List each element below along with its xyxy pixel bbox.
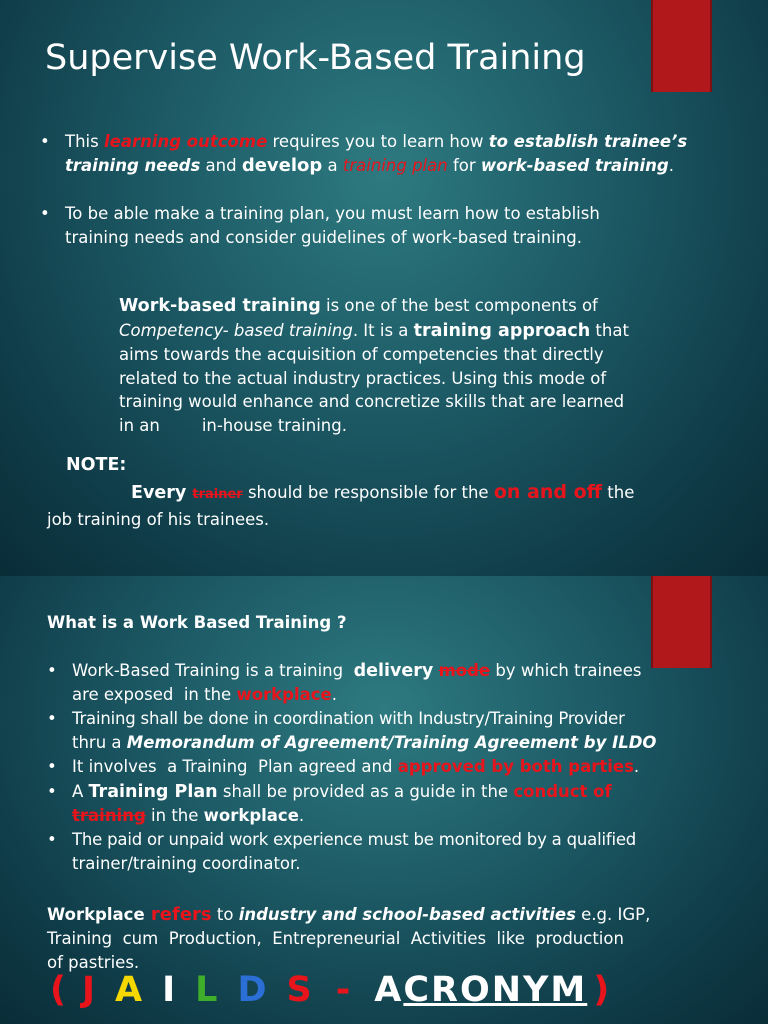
text: Work-Based Training is a training bbox=[72, 661, 354, 680]
text: . bbox=[298, 806, 305, 825]
text: of pastries. bbox=[47, 953, 140, 972]
highlight-learning-outcome: learning outcome bbox=[103, 132, 268, 151]
note-text bbox=[47, 480, 727, 532]
acronym-dash: - bbox=[335, 970, 353, 1010]
highlight-approved: approved by both parties bbox=[397, 757, 634, 776]
text: aims towards the acquisition of competencies that directly bbox=[119, 345, 604, 364]
text: are exposed in the bbox=[72, 685, 237, 704]
bullet-dot: • bbox=[40, 204, 50, 223]
text: workplace bbox=[203, 806, 299, 825]
text: by which trainees bbox=[490, 661, 642, 680]
text: The paid or unpaid work experience must be monitored by a qualified bbox=[72, 830, 637, 849]
text: related to the actual industry practices. Using this mode of bbox=[119, 368, 607, 388]
acronym-close-paren: ) bbox=[593, 970, 612, 1010]
text: should be responsible for the bbox=[242, 483, 494, 502]
text: delivery bbox=[353, 661, 434, 681]
text: training approach bbox=[413, 320, 591, 341]
text: is one of the best components of bbox=[320, 296, 598, 315]
text: in an in-house training. bbox=[119, 415, 347, 435]
bullet-dot: • bbox=[47, 782, 57, 801]
highlight-mode: mode bbox=[438, 661, 491, 680]
text: . bbox=[633, 757, 640, 776]
slide-2 bbox=[0, 576, 768, 1024]
text: . bbox=[668, 156, 674, 175]
text: It involves a Training Plan agreed and bbox=[72, 757, 398, 776]
text: Training cum Production, Entrepreneurial Activities like production bbox=[47, 929, 624, 948]
text: shall be provided as a guide in the bbox=[217, 782, 514, 801]
highlight-training: training bbox=[72, 806, 146, 825]
text: Competency- based training bbox=[119, 320, 353, 340]
text: To be able make a training plan, you must learn how to establish bbox=[65, 204, 600, 223]
workplace-definition bbox=[47, 903, 707, 975]
text: thru a bbox=[72, 733, 127, 752]
text: Workplace bbox=[47, 905, 145, 924]
highlight-refers: refers bbox=[144, 904, 212, 925]
text: This bbox=[65, 132, 104, 151]
text: industry and school-based activities bbox=[238, 905, 576, 924]
text: and bbox=[200, 156, 242, 175]
text: a bbox=[322, 156, 343, 175]
text: training needs and consider guidelines of work-based training. bbox=[65, 228, 582, 247]
text: A bbox=[72, 782, 89, 801]
highlight-on-and-off: on and off bbox=[493, 481, 603, 503]
text: Training shall be done in coordination with Industry/Training Provider bbox=[72, 709, 625, 728]
text: to establish trainee’s bbox=[488, 132, 688, 151]
highlight-conduct-of: conduct of bbox=[513, 782, 612, 801]
slide-title: Supervise Work-Based Training bbox=[45, 38, 586, 78]
text: . bbox=[331, 685, 337, 704]
acronym-letter-i: I bbox=[162, 970, 178, 1010]
text: Every bbox=[131, 483, 193, 503]
acronym-letter-l: L bbox=[195, 970, 220, 1010]
acronym-word-rest: CRONYM bbox=[403, 970, 588, 1010]
text: develop bbox=[241, 155, 323, 176]
acronym-word-a: A bbox=[374, 970, 404, 1010]
text: in the bbox=[145, 806, 204, 825]
slide-2-red-tab bbox=[651, 576, 712, 668]
highlight-workplace: workplace bbox=[236, 685, 332, 704]
jaids-acronym bbox=[50, 970, 611, 1010]
acronym-letter-s: S bbox=[286, 970, 314, 1010]
acronym-letter-a: A bbox=[115, 970, 145, 1010]
text: training would enhance and concretize skills that are learned bbox=[119, 392, 625, 411]
text: that bbox=[590, 320, 629, 340]
text: job training of his trainees. bbox=[47, 510, 270, 529]
bullet-dot: • bbox=[47, 830, 57, 849]
text: Work-based training bbox=[119, 296, 321, 316]
section-heading: What is a Work Based Training ? bbox=[47, 613, 347, 632]
acronym-letter-j: J bbox=[82, 970, 98, 1010]
text: for bbox=[447, 156, 481, 175]
work-based-training-definition bbox=[119, 294, 719, 437]
text: e.g. IGP, bbox=[575, 905, 651, 924]
text: work-based training bbox=[480, 156, 669, 175]
bullet-dot: • bbox=[47, 757, 57, 776]
highlight-trainer: trainer bbox=[192, 487, 243, 502]
text: to bbox=[211, 905, 239, 924]
bullet-dot: • bbox=[47, 709, 57, 728]
slide-1-red-tab bbox=[651, 0, 712, 92]
text: Memorandum of Agreement/Training Agreement by ILDO bbox=[126, 733, 657, 752]
highlight-training-plan: training plan bbox=[342, 156, 448, 175]
note-label: NOTE: bbox=[66, 455, 127, 475]
bullet-dot: • bbox=[47, 661, 57, 680]
text: . It is a bbox=[352, 320, 414, 340]
text: training needs bbox=[65, 156, 201, 175]
text: requires you to learn how bbox=[267, 132, 489, 151]
text: Training Plan bbox=[88, 782, 218, 802]
text: trainer/training coordinator. bbox=[72, 854, 301, 873]
acronym-letter-d: D bbox=[237, 970, 269, 1010]
bullet-dot: • bbox=[40, 132, 50, 151]
acronym-open-paren: ( bbox=[50, 970, 68, 1010]
text: the bbox=[602, 483, 635, 502]
